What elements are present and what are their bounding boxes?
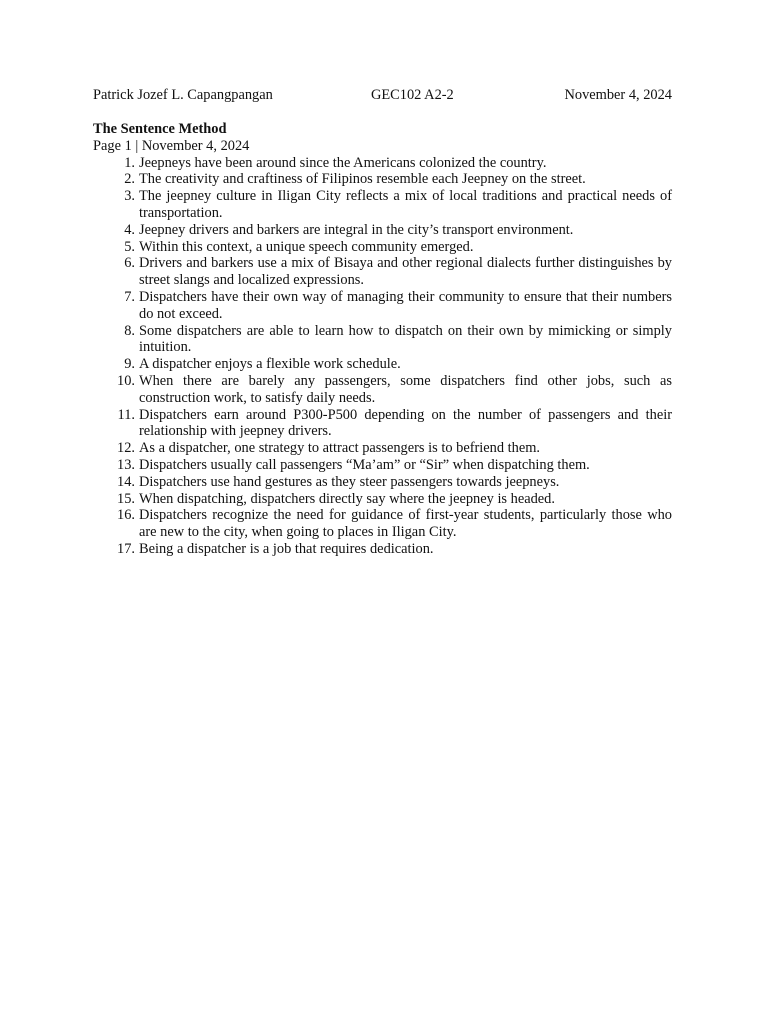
sentence-text: Being a dispatcher is a job that requires dedication. [139, 540, 434, 557]
sentence-item [93, 541, 672, 558]
sentence-number: 17. [117, 540, 135, 557]
document-page [93, 87, 672, 558]
sentence-number: 15. [117, 490, 135, 507]
sentence-number: 16. [117, 507, 135, 524]
sentence-item [93, 171, 672, 188]
sentence-text: Dispatchers use hand gestures as they steer passengers towards jeepneys. [139, 473, 560, 490]
document-header [93, 87, 672, 105]
sentence-text: Drivers and barkers use a mix of Bisaya and other regional dialects further distinguishes by street slangs and localized expressions. [139, 255, 672, 289]
sentence-number: 5. [124, 238, 135, 255]
sentence-item [93, 440, 672, 457]
sentence-text: When dispatching, dispatchers directly say where the jeepney is headed. [139, 490, 555, 507]
header-date: November 4, 2024 [564, 87, 672, 103]
section-title: The Sentence Method [93, 121, 227, 137]
sentence-text: Dispatchers have their own way of managing their community to ensure that their numbers do not exceed. [139, 288, 672, 322]
sentence-list [93, 155, 672, 558]
sentence-number: 2. [124, 171, 135, 188]
sentence-text: As a dispatcher, one strategy to attract passengers is to befriend them. [139, 440, 541, 457]
sentence-item [93, 373, 672, 407]
sentence-item [93, 289, 672, 323]
sentence-text: Dispatchers recognize the need for guidance of first-year students, particularly those who are new to the city, when going to places in Iligan City. [139, 507, 672, 541]
sentence-text: Within this context, a unique speech community emerged. [139, 238, 474, 255]
course-code: GEC102 A2-2 [371, 87, 454, 103]
sentence-number: 3. [124, 188, 135, 205]
sentence-item [93, 407, 672, 441]
sentence-item [93, 188, 672, 222]
sentence-item [93, 255, 672, 289]
sentence-text: Some dispatchers are able to learn how to dispatch on their own by mimicking or simply intuition. [139, 322, 672, 356]
sentence-item [93, 491, 672, 508]
sentence-number: 4. [124, 221, 135, 238]
sentence-item [93, 222, 672, 239]
sentence-text: Jeepneys have been around since the Americans colonized the country. [139, 154, 547, 171]
sentence-number: 7. [124, 288, 135, 305]
author-name: Patrick Jozef L. Capangpangan [93, 87, 273, 103]
sentence-text: Dispatchers earn around P300-P500 depending on the number of passengers and their relationship with jeepney drivers. [139, 406, 672, 440]
sentence-number: 12. [117, 440, 135, 457]
sentence-item [93, 356, 672, 373]
sentence-item [93, 155, 672, 172]
sentence-number: 11. [117, 406, 135, 423]
sentence-text: Dispatchers usually call passengers “Ma’am” or “Sir” when dispatching them. [139, 456, 590, 473]
sentence-item [93, 239, 672, 256]
sentence-number: 10. [117, 372, 135, 389]
sentence-text: The jeepney culture in Iligan City reflects a mix of local traditions and practical needs of transportation. [139, 188, 672, 221]
sentence-item [93, 457, 672, 474]
page-date-line: Page 1 | November 4, 2024 [93, 137, 250, 154]
sentence-number: 1. [124, 154, 135, 171]
sentence-text: The creativity and craftiness of Filipinos resemble each Jeepney on the street. [139, 171, 586, 188]
sentence-text: When there are barely any passengers, some dispatchers find other jobs, such as construction work, to satisfy daily needs. [139, 372, 672, 406]
sentence-item [93, 323, 672, 357]
sentence-number: 8. [124, 322, 135, 339]
sentence-item [93, 474, 672, 491]
sentence-number: 9. [124, 356, 135, 373]
sentence-item [93, 507, 672, 541]
sentence-text: A dispatcher enjoys a flexible work schedule. [139, 356, 401, 373]
sentence-text: Jeepney drivers and barkers are integral in the city’s transport environment. [139, 221, 574, 238]
sentence-number: 14. [117, 473, 135, 490]
sentence-number: 13. [117, 456, 135, 473]
sentence-number: 6. [124, 255, 135, 272]
